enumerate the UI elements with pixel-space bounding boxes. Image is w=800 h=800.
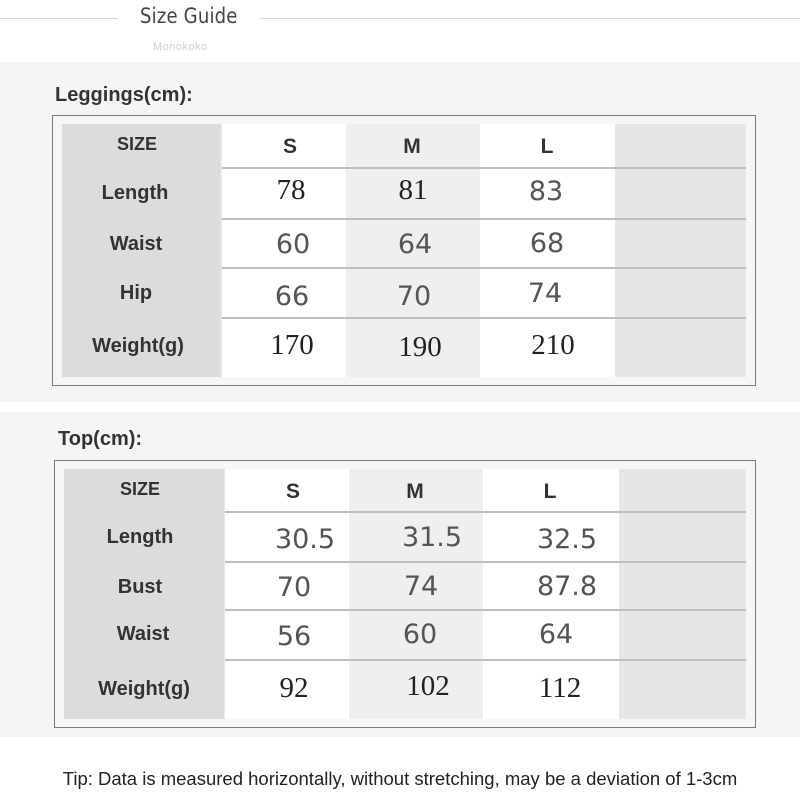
top-cell: 56	[276, 621, 312, 652]
brand-name: Monokoko	[153, 41, 208, 53]
leggings-size-l: L	[540, 135, 554, 158]
leggings-cell: 60	[275, 229, 311, 260]
page-header	[0, 0, 800, 62]
leggings-row-divider	[222, 267, 746, 269]
top-cell: 112	[538, 672, 582, 704]
page-title: Size Guide	[140, 4, 238, 28]
leggings-cell: 81	[398, 174, 428, 206]
leggings-row-label: Length	[101, 182, 169, 204]
top-cell: 32.5	[536, 524, 598, 555]
leggings-cell: 190	[398, 331, 442, 363]
leggings-size-s: S	[282, 135, 297, 158]
top-row-divider	[225, 561, 746, 563]
top-row-label: Waist	[116, 623, 170, 645]
measurement-tip: Tip: Data is measured horizontally, without stretching, may be a deviation of 1-3cm	[62, 768, 738, 789]
leggings-empty-column	[615, 124, 746, 377]
top-row-label: Weight(g)	[98, 678, 190, 700]
top-row-label: Length	[106, 526, 174, 548]
top-empty-column	[619, 469, 746, 719]
leggings-cell: 74	[527, 278, 563, 309]
leggings-row-divider	[222, 167, 746, 169]
top-row-divider	[225, 609, 746, 611]
leggings-section-label: Leggings(cm):	[55, 84, 193, 106]
header-divider-left	[0, 18, 118, 19]
top-row-divider	[225, 659, 746, 661]
top-cell: 102	[406, 670, 450, 702]
leggings-cell: 78	[276, 174, 306, 206]
leggings-cell: 70	[396, 281, 432, 312]
top-cell: 87.8	[536, 571, 598, 602]
leggings-size-m: M	[403, 135, 421, 158]
leggings-cell: 68	[529, 228, 565, 259]
leggings-row-divider	[222, 317, 746, 319]
leggings-row-divider	[222, 218, 746, 220]
top-size-l: L	[543, 480, 557, 503]
top-row-label: Bust	[117, 576, 163, 598]
top-section-label: Top(cm):	[58, 428, 143, 450]
top-size-m: M	[406, 480, 424, 503]
leggings-row-label: Hip	[119, 282, 153, 304]
leggings-row-label: Waist	[109, 233, 163, 255]
top-row-divider	[225, 511, 746, 513]
top-cell: 74	[403, 571, 439, 602]
top-cell: 92	[279, 672, 309, 704]
top-cell: 60	[402, 619, 438, 650]
leggings-cell: 83	[528, 176, 564, 207]
header-divider-right	[260, 18, 800, 19]
top-size-heading: SIZE	[119, 479, 160, 499]
leggings-row-label: Weight(g)	[92, 335, 184, 357]
leggings-cell: 210	[531, 329, 575, 361]
top-cell: 30.5	[274, 524, 336, 555]
leggings-size-heading: SIZE	[116, 134, 157, 154]
top-cell: 70	[276, 572, 312, 603]
top-cell: 31.5	[401, 522, 463, 553]
top-size-s: S	[285, 480, 300, 503]
top-cell: 64	[538, 619, 574, 650]
leggings-cell: 66	[274, 281, 310, 312]
leggings-cell: 64	[397, 229, 433, 260]
leggings-cell: 170	[270, 329, 314, 361]
